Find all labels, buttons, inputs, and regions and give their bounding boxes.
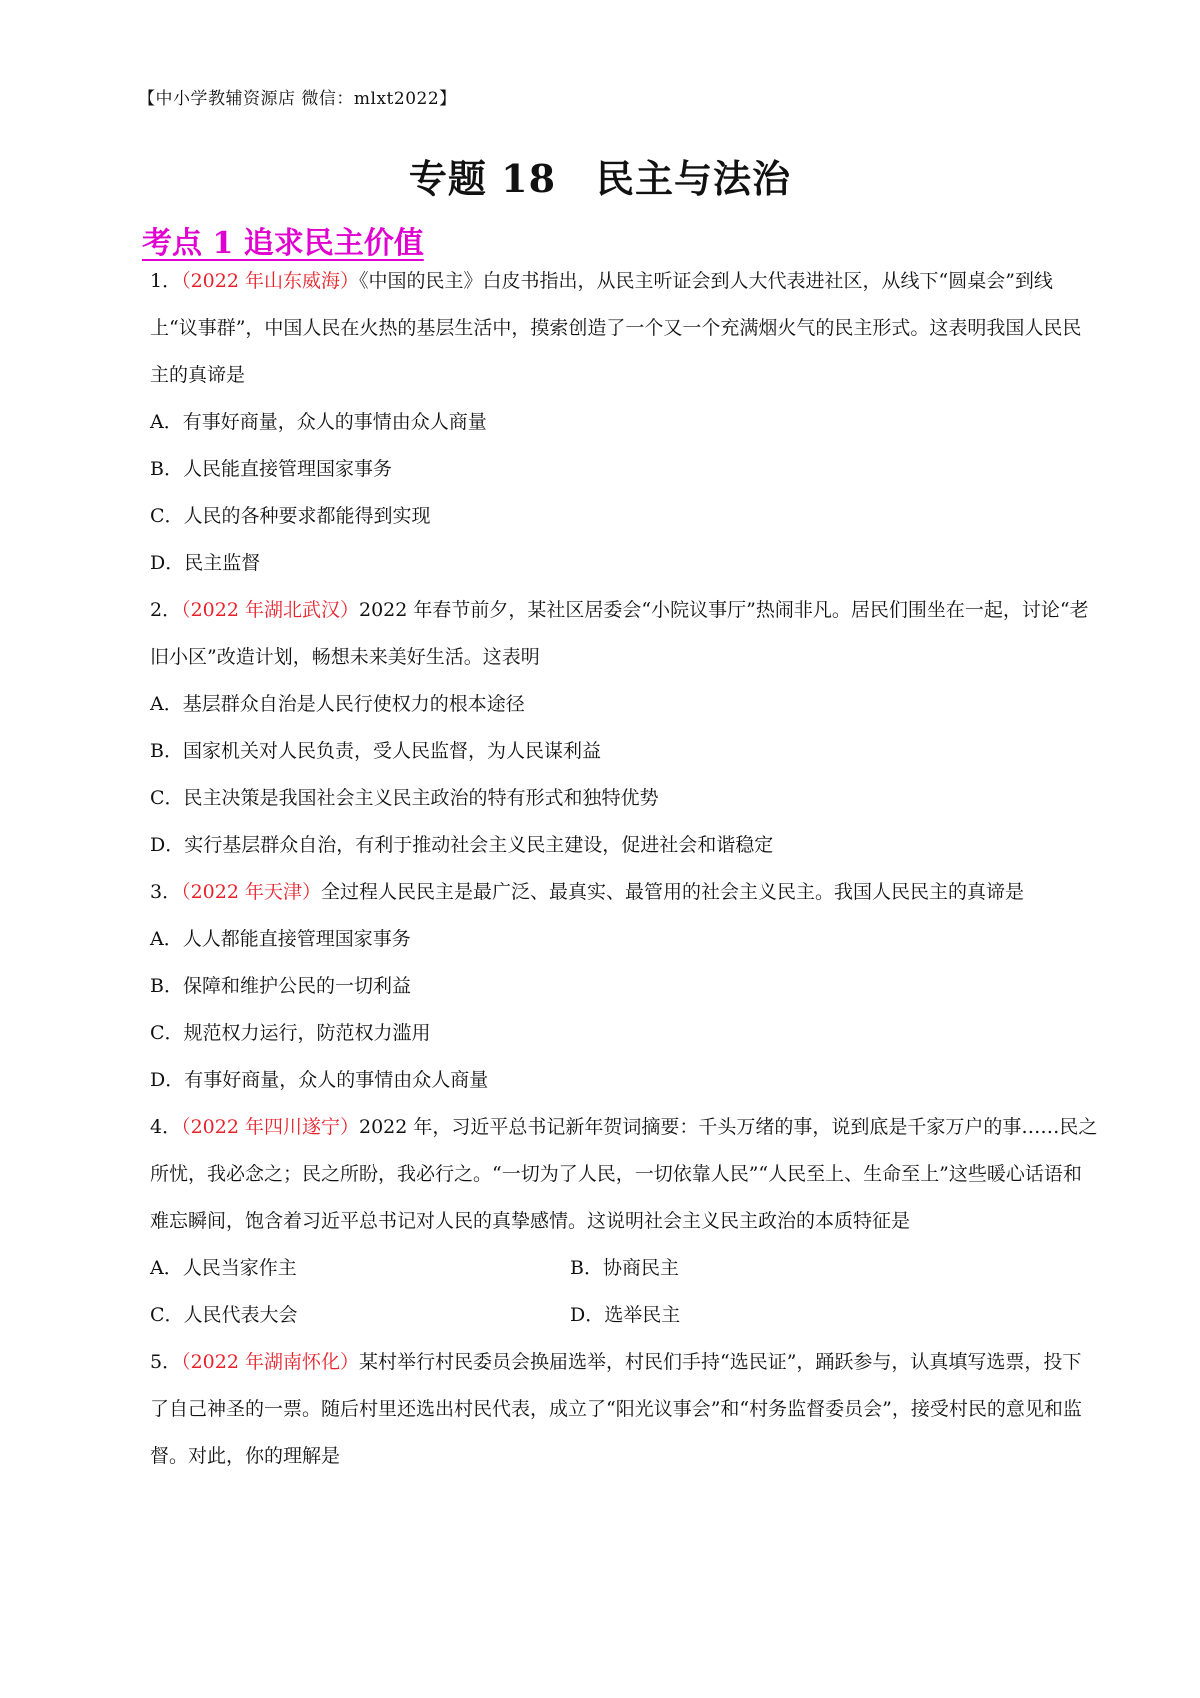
option-row <box>150 1292 1100 1339</box>
option-c: C．规范权力运行，防范权力滥用 <box>150 1022 431 1044</box>
title-topic-name: 民主与法治 <box>596 156 792 201</box>
question-number: 4． <box>150 1116 182 1138</box>
question-text: 《中国的民主》白皮书指出，从民主听证会到人大代表进社区，从线下“圆桌会”到线上“议事群”，中国人民在火热的基层生活中，摸索创造了一个又一个充满烟火气的民主形式。这表明我国人民民主的真谛是 <box>150 270 1082 386</box>
option-d: D．有事好商量，众人的事情由众人商量 <box>150 1069 489 1091</box>
option-b: B．国家机关对人民负责，受人民监督，为人民谋利益 <box>150 740 601 762</box>
option-c: C．人民的各种要求都能得到实现 <box>150 505 431 527</box>
page-title <box>0 148 1200 203</box>
option-b: B．保障和维护公民的一切利益 <box>150 975 411 997</box>
question-source: （2022 年湖南怀化） <box>181 1351 359 1373</box>
question-number: 3． <box>150 881 182 903</box>
title-topic-number: 专题 18 <box>408 156 557 201</box>
question-stem <box>150 1104 1100 1245</box>
question-number: 1． <box>150 270 182 292</box>
question-text: 2022 年，习近平总书记新年贺词摘要：千头万绪的事，说到底是千家万户的事……民之所忧，我必念之；民之所盼，我必行之。“一切为了人民，一切依靠人民”“人民至上、生命至上”这些暖心话语和难忘瞬间，饱含着习近平总书记对人民的真挚感情。这说明社会主义民主政治的本质特征是 <box>150 1116 1098 1232</box>
option-c: C．人民代表大会 <box>150 1304 298 1326</box>
option-b: B．协商民主 <box>570 1257 679 1279</box>
question-stem <box>150 587 1100 681</box>
header-note: 【中小学教辅资源店 微信：mlxt2022】 <box>138 89 457 109</box>
question-text: 2022 年春节前夕，某社区居委会“小院议事厅”热闹非凡。居民们围坐在一起，讨论“老旧小区”改造计划，畅想未来美好生活。这表明 <box>150 599 1089 668</box>
option-a: A．有事好商量，众人的事情由众人商量 <box>150 411 487 433</box>
option-d: D．选举民主 <box>570 1304 681 1326</box>
option-a: A．人人都能直接管理国家事务 <box>150 928 411 950</box>
question-stem <box>150 258 1100 399</box>
question-stem <box>150 1339 1100 1480</box>
option-a: A．基层群众自治是人民行使权力的根本途径 <box>150 693 525 715</box>
question-text: 全过程人民民主是最广泛、最真实、最管用的社会主义民主。我国人民民主的真谛是 <box>321 881 1025 903</box>
option-a: A．人民当家作主 <box>150 1257 297 1279</box>
question-stem <box>150 869 1100 916</box>
question-number: 2． <box>150 599 182 621</box>
option-d: D．实行基层群众自治，有利于推动社会主义民主建设，促进社会和谐稳定 <box>150 834 774 856</box>
question-source: （2022 年天津） <box>181 881 321 903</box>
question-source: （2022 年山东威海） <box>181 270 359 292</box>
option-b: B．人民能直接管理国家事务 <box>150 458 392 480</box>
option-d: D．民主监督 <box>150 552 261 574</box>
option-row <box>150 1245 1100 1292</box>
option-c: C．民主决策是我国社会主义民主政治的特有形式和独特优势 <box>150 787 659 809</box>
question-source: （2022 年四川遂宁） <box>181 1116 359 1138</box>
question-text: 某村举行村民委员会换届选举，村民们手持“选民证”，踊跃参与，认真填写选票，投下了自己神圣的一票。随后村里还选出村民代表，成立了“阳光议事会”和“村务监督委员会”，接受村民的意见和监督。对此，你的理解是 <box>150 1351 1082 1467</box>
question-number: 5． <box>150 1351 182 1373</box>
question-source: （2022 年湖北武汉） <box>181 599 359 621</box>
question-list <box>150 258 1100 1480</box>
section-heading: 考点 1 追求民主价值 <box>142 226 424 261</box>
